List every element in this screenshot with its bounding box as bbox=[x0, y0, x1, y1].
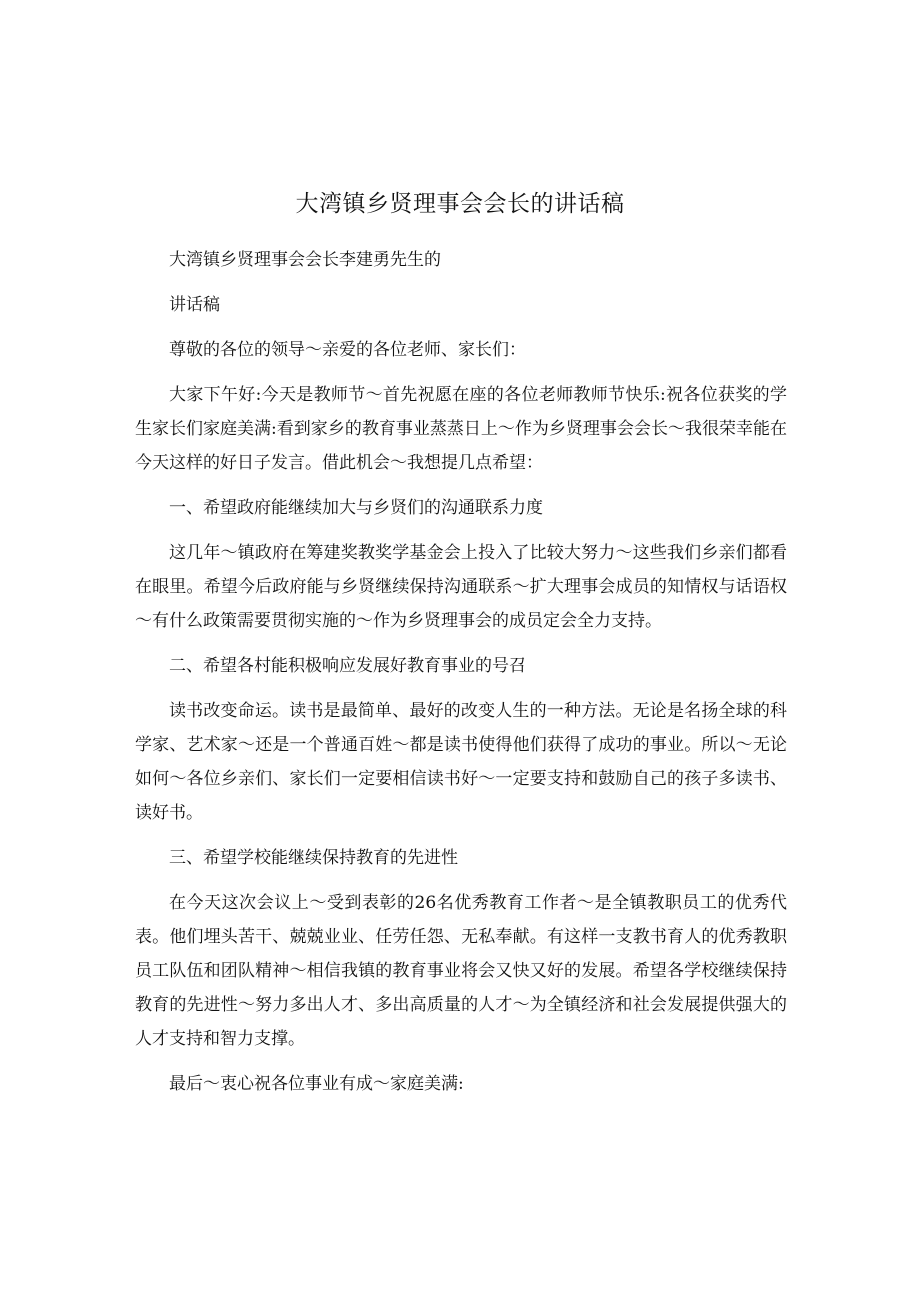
paragraph-salutation: 尊敬的各位的领导～亲爱的各位老师、家长们： bbox=[169, 340, 526, 360]
section-heading-3: 三、希望学校能继续保持教育的先进性 bbox=[169, 848, 458, 868]
section-heading-2: 二、希望各村能积极响应发展好教育事业的号召 bbox=[169, 656, 526, 676]
paragraph-section-2: 读书改变命运。读书是最简单、最好的改变人生的一种方法。无论是名扬全球的科学家、艺术家～还是一个普通百姓～都是读书使得他们获得了成功的事业。所以～无论如何～各位乡亲们、家长们一定要相信读书好～一定要支持和鼓励自己的孩子多读书、读好书。 bbox=[135, 701, 787, 823]
document-body bbox=[135, 243, 787, 1101]
paragraph-section-1: 这几年～镇政府在筹建奖教奖学基金会上投入了比较大努力～这些我们乡亲们都看在眼里。希望今后政府能与乡贤继续保持沟通联系～扩大理事会成员的知情权与话语权～有什么政策需要贯彻实施的～作为乡贤理事会的成员定会全力支持。 bbox=[135, 543, 787, 631]
paragraph-speaker-line: 大湾镇乡贤理事会会长李建勇先生的 bbox=[169, 250, 441, 270]
paragraph-speech-label: 讲话稿 bbox=[169, 295, 220, 315]
paragraph-section-3: 在今天这次会议上～受到表彰的26名优秀教育工作者～是全镇教职员工的优秀代表。他们埋头苦干、兢兢业业、任劳任怨、无私奉献。有这样一支教书育人的优秀教职员工队伍和团队精神～相信我镇的教育事业将会又快又好的发展。希望各学校继续保持教育的先进性～努力多出人才、多出高质量的人才～为全镇经济和社会发展提供强大的人才支持和智力支撑。 bbox=[135, 893, 787, 1049]
paragraph-closing: 最后～衷心祝各位事业有成～家庭美满: bbox=[169, 1074, 464, 1094]
paragraph-greeting: 大家下午好:今天是教师节～首先祝愿在座的各位老师教师节快乐:祝各位获奖的学生家长们家庭美满:看到家乡的教育事业蒸蒸日上～作为乡贤理事会会长～我很荣幸能在今天这样的好日子发言。借此机会～我想提几点希望： bbox=[135, 385, 787, 473]
section-heading-1: 一、希望政府能继续加大与乡贤们的沟通联系力度 bbox=[169, 498, 543, 518]
page-title: 大湾镇乡贤理事会会长的讲话稿 bbox=[295, 191, 625, 217]
